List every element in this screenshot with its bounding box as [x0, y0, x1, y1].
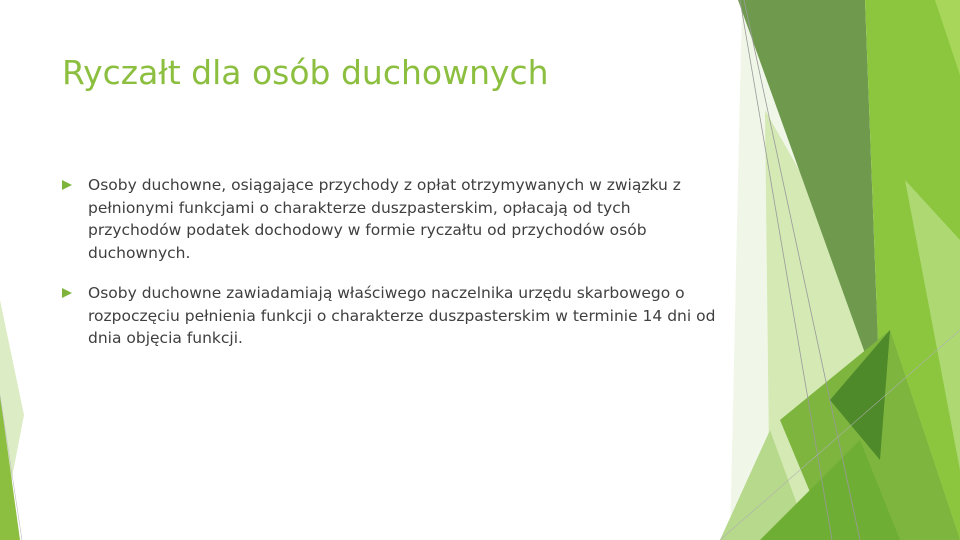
bullet-item	[62, 174, 722, 264]
triangle-bullet-icon	[62, 288, 72, 298]
bullet-list	[62, 174, 722, 368]
slide-title: Ryczałt dla osób duchownych	[62, 53, 549, 92]
bullet-text: Osoby duchowne, osiągające przychody z opłat otrzymywanych w związku z pełnionymi funkcjami o charakterze duszpasterskim, opłacają od tych przychodów podatek dochodowy w formie ryczałtu od przychodów osób duchownych.	[88, 176, 681, 262]
bullet-item	[62, 282, 722, 350]
bullet-text: Osoby duchowne zawiadamiają właściwego naczelnika urzędu skarbowego o rozpoczęciu pełnienia funkcji o charakterze duszpasterskim w terminie 14 dni od dnia objęcia funkcji.	[88, 284, 716, 347]
triangle-bullet-icon	[62, 180, 72, 190]
